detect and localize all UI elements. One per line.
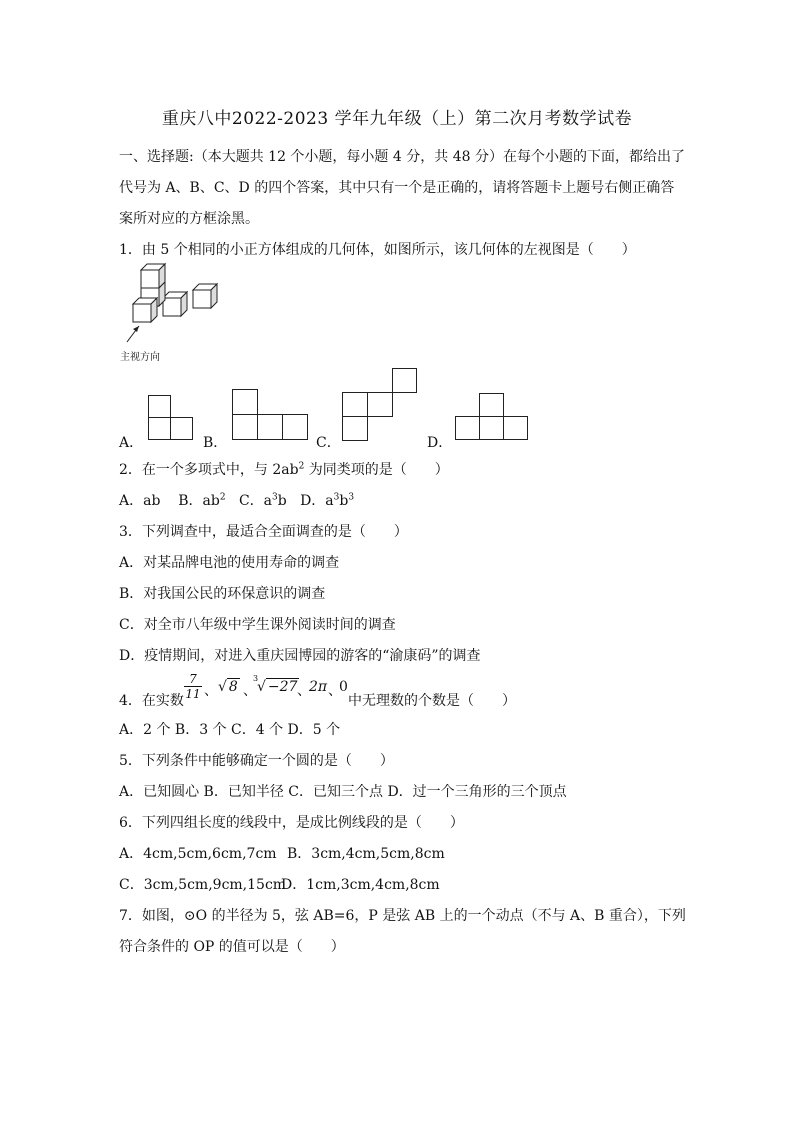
q6-option-b: B．3cm,4cm,5cm,8cm [287, 846, 445, 862]
q4-cbrt: √ −27 [257, 679, 298, 695]
q4-sqrt: √ 8 [218, 679, 238, 695]
q3-option-b: B．对我国公民的环保意识的调查 [119, 586, 326, 602]
q4-frac-den: 11 [185, 687, 201, 701]
q1-cube-figure [119, 268, 229, 348]
q1-option-d-figure [455, 393, 529, 441]
q2-option-a: A．ab [119, 493, 161, 509]
question-7-line-1: 7．如图，⊙O 的半径为 5，弦 AB=6，P 是弦 AB 上的一个动点（不与 A、B 重合），下列 [119, 908, 686, 924]
question-2-text [119, 459, 449, 479]
question-1-text: 1．由 5 个相同的小正方体组成的几何体，如图所示，该几何体的左视图是（ ） [119, 242, 636, 258]
q6-option-c: C．3cm,5cm,9cm,15cm [119, 877, 287, 893]
q1-option-a-figure [148, 395, 194, 441]
q4-cbrt-index: 3 [253, 674, 259, 683]
section-instruction-line-2: 代号为 A、B、C、D 的四个答案，其中只有一个是正确的，请将答题卡上题号右侧正确答 [119, 180, 675, 196]
q1-option-b-figure [232, 389, 308, 441]
q4-suffix: 中无理数的个数是（ ） [348, 693, 516, 709]
q4-sep2: 、 [243, 683, 257, 699]
q2-text-sup: 2 [298, 461, 305, 472]
q4-fraction [184, 672, 202, 701]
section-instruction-line-1: 一、选择题:（本大题共 12 个小题，每小题 4 分，共 48 分）在每个小题的下面，都给出了 [119, 149, 685, 165]
q4-sep3: 、 [297, 683, 311, 699]
q6-option-d: D．1cm,3cm,4cm,8cm [281, 877, 440, 893]
q1-option-c-label: C． [316, 435, 341, 451]
q1-option-b-label: B． [203, 435, 228, 451]
question-6-text: 6．下列四组长度的线段中，是成比例线段的是（ ） [119, 815, 464, 831]
q6-option-a: A．4cm,5cm,6cm,7cm [119, 846, 277, 862]
q2-option-b: B．$ab^2$ [178, 492, 226, 509]
q2-option-d: D．$a^3b^3$ [300, 492, 355, 509]
q4-pi-term: 2π [309, 679, 328, 695]
question-3-text: 3．下列调查中，最适合全面调查的是（ ） [119, 524, 408, 540]
q4-cbrt-val: −27 [267, 679, 298, 695]
q4-prefix: 4．在实数 [119, 693, 184, 709]
question-7-line-2: 符合条件的 OP 的值可以是（ ） [119, 939, 345, 955]
page-title: 重庆八中2022-2023 学年九年级（上）第二次月考数学试卷 [161, 109, 633, 129]
question-5-text: 5．下列条件中能够确定一个圆的是（ ） [119, 753, 394, 769]
q1-option-c-figure [342, 368, 418, 442]
q4-zero: 0 [339, 679, 348, 695]
section-instruction-line-3: 案所对应的方框涂黑。 [119, 211, 259, 227]
q1-option-d-label: D． [427, 435, 453, 451]
question-2-options [119, 490, 354, 510]
q3-option-d: D．疫情期间，对进入重庆园博园的游客的“渝康码”的调查 [119, 648, 481, 664]
q2-text-prefix: 2．在一个多项式中，与 2ab [119, 462, 299, 478]
q5-options: A．已知圆心 B．已知半径 C．已知三个点 D．过一个三角形的三个顶点 [119, 784, 567, 800]
q4-sqrt-val: 8 [228, 679, 238, 695]
q1-figure-caption: 主视方向 [120, 352, 160, 363]
q4-sep4: 、 [328, 683, 342, 699]
q3-option-a: A．对某品牌电池的使用寿命的调查 [119, 555, 340, 571]
q3-option-c: C．对全市八年级中学生课外阅读时间的调查 [119, 617, 396, 633]
q4-sep1: 、 [204, 683, 218, 699]
q4-options: A．2 个 B．3 个 C．4 个 D．5 个 [119, 722, 341, 738]
q2-text-suffix: 为同类项的是（ ） [304, 462, 449, 478]
q1-option-a-label: A． [119, 435, 144, 451]
q2-option-c: C．$a^3b$ [238, 492, 287, 509]
q4-frac-num: 7 [189, 672, 197, 686]
